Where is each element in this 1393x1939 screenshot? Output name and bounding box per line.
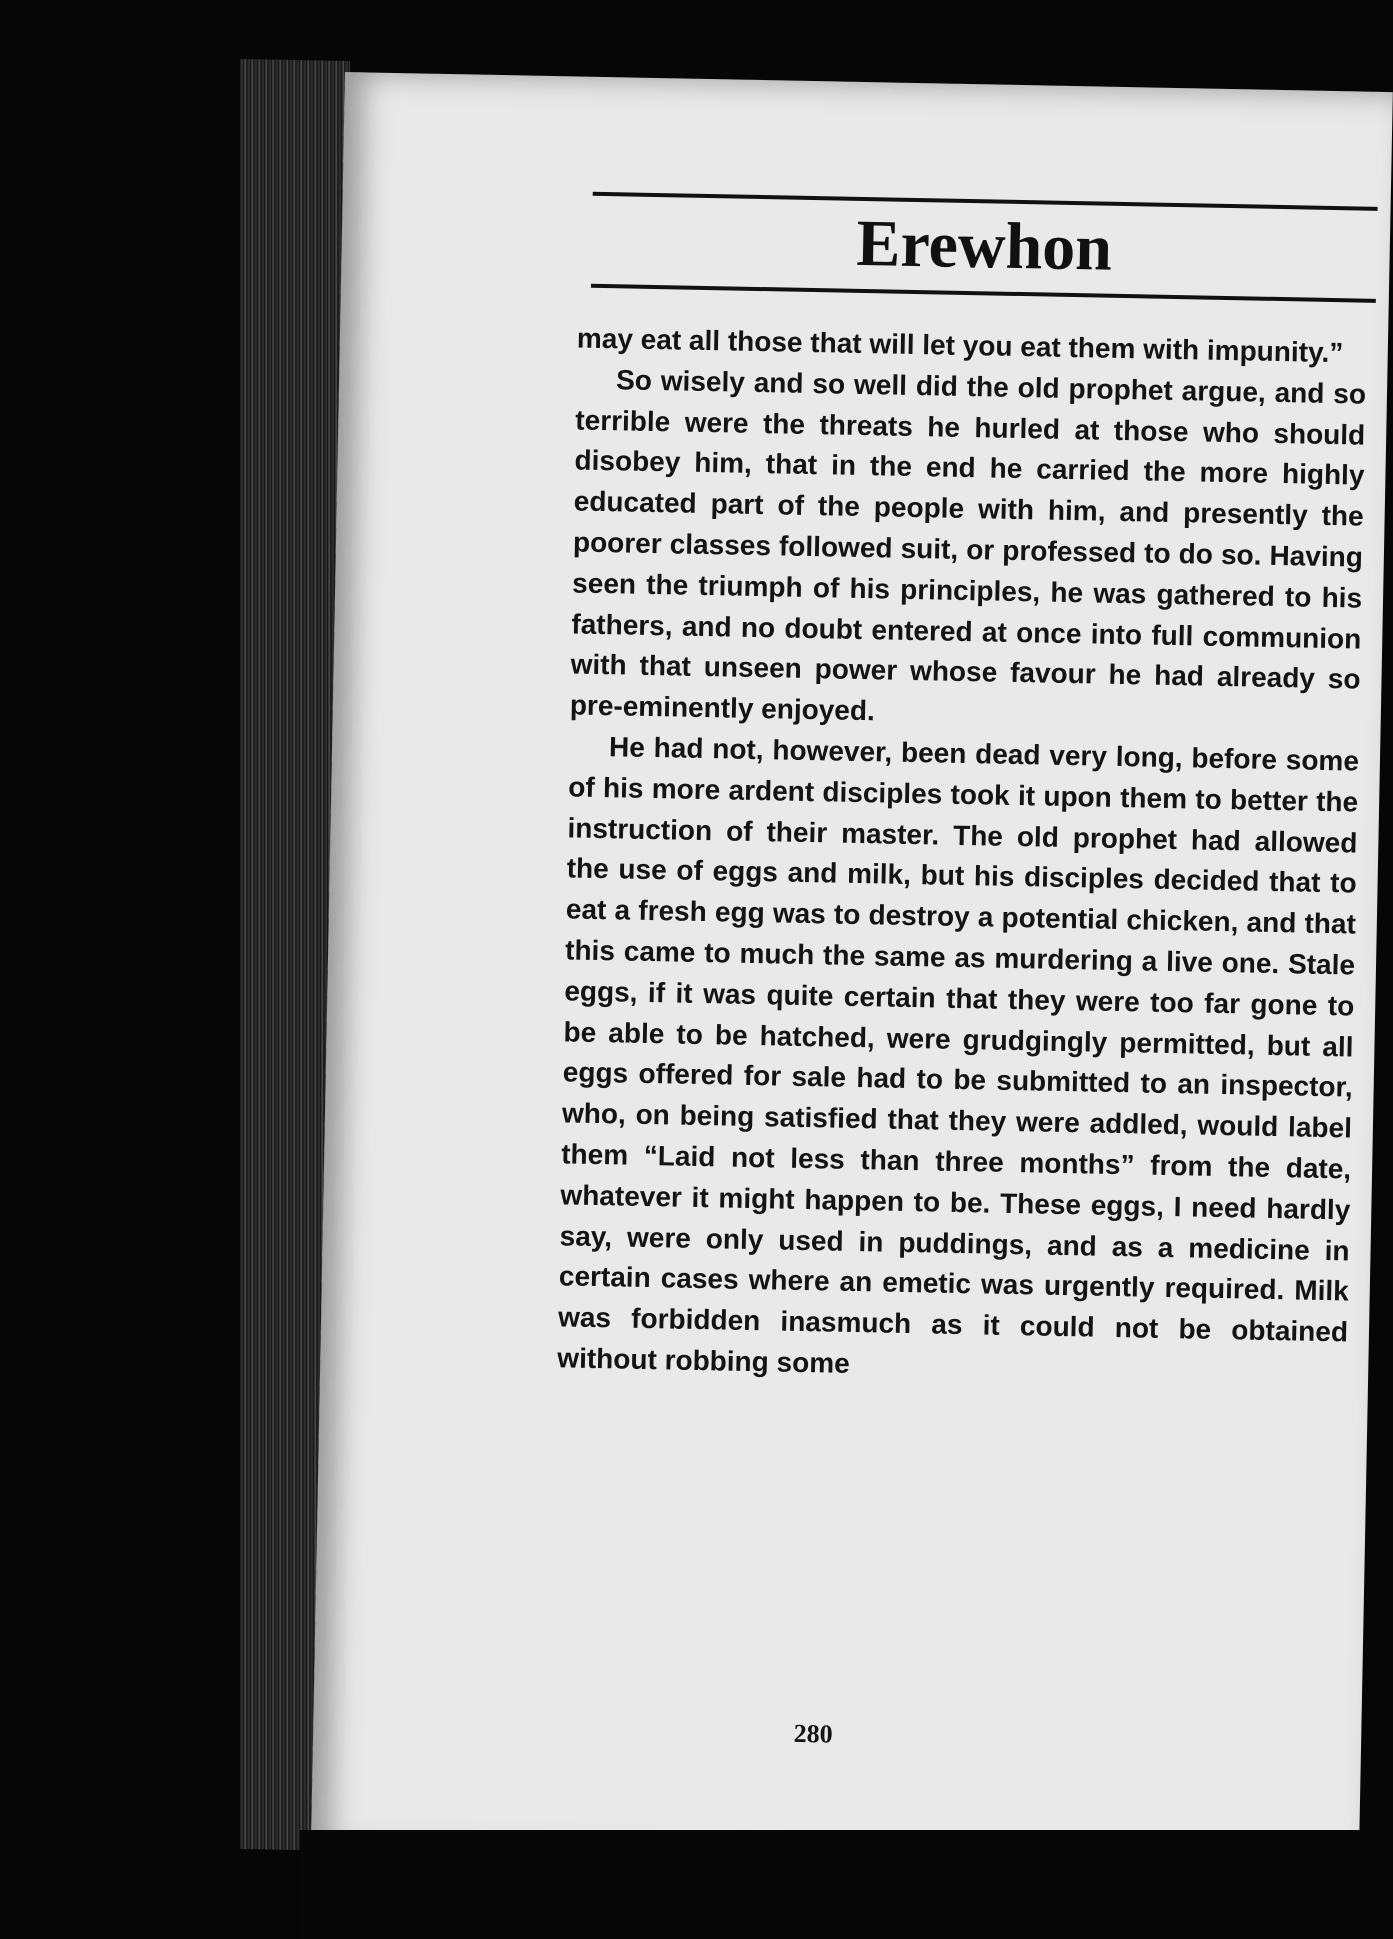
book-page bbox=[311, 72, 1393, 1870]
bottom-rule bbox=[591, 284, 1376, 303]
page-number: 280 bbox=[793, 1718, 833, 1749]
running-head bbox=[591, 192, 1378, 303]
scan-background-bottom bbox=[300, 1830, 1393, 1939]
paragraph: He had not, however, been dead very long, before some of his more ardent disciples took it upon them to better the instruction of their master. The old prophet had allowed the use of eggs and milk, but his disciples decided that to eat a fresh egg was to destroy a potential chicken, and that this came to much the same as murdering a live one. Stale eggs, if it was quite certain that they were too far gone to be able to be hatched, were grudgingly permitted, but all eggs offered for sale had to be submitted to an inspector, who, on being satisfied that they were addled, would label them “Laid not less than three months” from the date, whatever it might happen to be. These eggs, I need hardly say, were only used in puddings, and as a medicine in certain cases where an emetic was urgently required. Milk was forbidden inasmuch as it could not be obtained without robbing some bbox=[557, 731, 1360, 1379]
body-text bbox=[557, 319, 1367, 1395]
paragraph-continued: may eat all those that will let you eat them with impunity.” bbox=[576, 322, 1344, 369]
paragraph: So wisely and so well did the old prophet argue, and so terrible were the threats he hurled at those who should disobey him, that in the end he carried the more highly educated part of the people with him, and presently the poorer classes followed suit, or professed to do so. Having seen the triumph of his principles, he was gathered to his fathers, and no doubt entered at once into full communion with that unseen power whose favour he had already so pre-eminently enjoyed. bbox=[569, 364, 1367, 727]
running-head-title: Erewhon bbox=[855, 206, 1113, 285]
